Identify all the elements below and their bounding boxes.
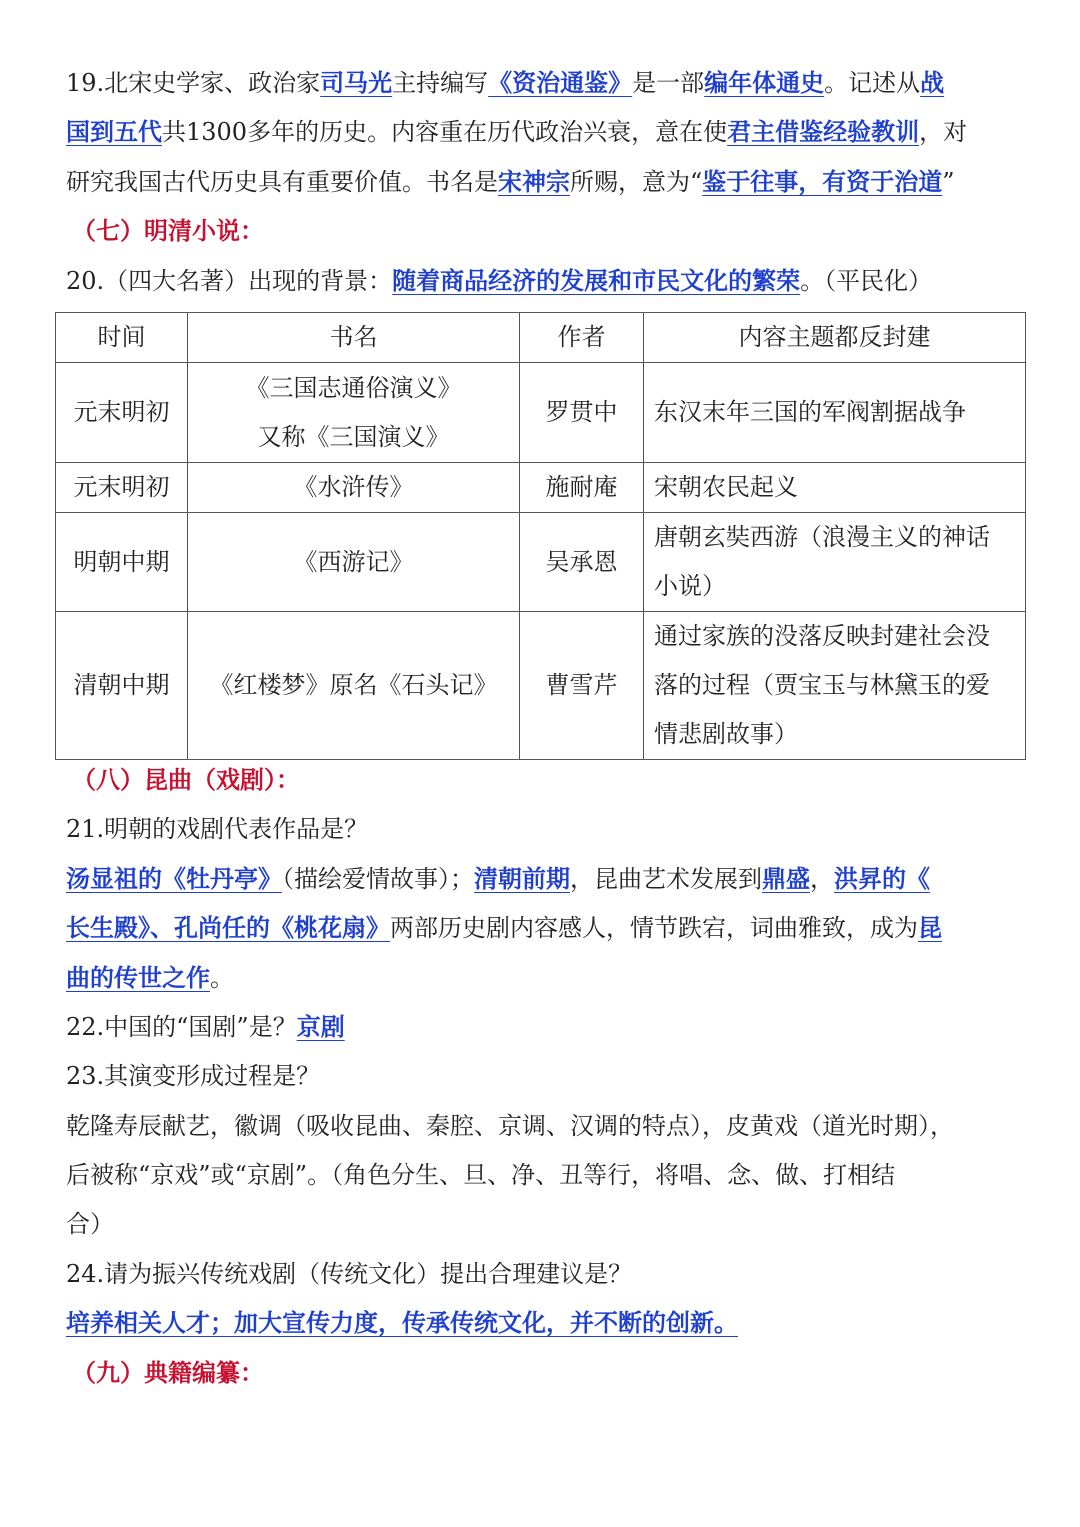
q19-text: 所赐，意为“ [570, 168, 703, 196]
book-alias: 又称《三国演义》 [257, 422, 450, 451]
q21-question: 21.明朝的戏剧代表作品是？ [66, 815, 369, 843]
table-row [56, 612, 1026, 760]
theme-line: 唐朝玄奘西游（浪漫主义的神话 [654, 523, 990, 551]
q19-text: 。记述从 [824, 69, 921, 97]
answer-zhanguo-part1: 战 [920, 68, 945, 97]
answer-dingsheng: 鼎盛 [762, 864, 810, 893]
cell-theme [644, 513, 1026, 612]
cell-author: 罗贯中 [520, 363, 644, 463]
q19-text: ，对 [919, 118, 968, 146]
theme-line: 通过家族的没落反映封建社会没 [654, 622, 990, 650]
answer-purpose: 君主借鉴经验教训 [727, 117, 920, 146]
q21-line-3 [66, 953, 1016, 1003]
q19-line-1 [66, 58, 1016, 108]
answer-jingju: 京剧 [296, 1012, 345, 1041]
cell-author: 吴承恩 [520, 513, 644, 612]
cell-theme: 东汉末年三国的军阀割据战争 [644, 363, 1026, 463]
q20-text: 。（平民化） [800, 267, 933, 295]
q23-answer-line: 合） [66, 1210, 114, 1238]
q21-text: 。 [210, 964, 234, 992]
header-theme: 内容主题都反封建 [644, 313, 1026, 363]
answer-song-shenzong: 宋神宗 [498, 167, 570, 196]
book-title: 《三国志通俗演义》 [245, 373, 462, 402]
q21-line-2 [66, 903, 1016, 953]
cell-time: 清朝中期 [56, 612, 188, 760]
table-row [56, 363, 1026, 463]
header-book: 书名 [188, 313, 520, 363]
header-author: 作者 [520, 313, 644, 363]
q23-answer-line: 乾隆寿辰献艺，徽调（吸收昆曲、秦腔、京调、汉调的特点），皮黄戏（道光时期）， [66, 1112, 954, 1140]
q19-text: 19.北宋史学家、政治家 [66, 69, 321, 97]
q20-text: 20.（四大名著）出现的背景： [66, 267, 393, 295]
q22-line [66, 1002, 1016, 1052]
q23-question: 23.其演变形成过程是？ [66, 1062, 321, 1090]
cell-book [188, 363, 520, 463]
q19-text: ” [942, 168, 955, 196]
cell-book: 《红楼梦》原名《石头记》 [188, 612, 520, 760]
q19-line-3 [66, 157, 1016, 207]
cell-time: 明朝中期 [56, 513, 188, 612]
q24-answer-line [66, 1298, 1016, 1348]
answer-zizhi-tongjian: 《资治通鉴》 [488, 68, 633, 97]
table-header-row [56, 313, 1026, 363]
q19-text: 共1300多年的历史。内容重在历代政治兴衰，意在使 [162, 118, 728, 146]
cell-author: 施耐庵 [520, 463, 644, 513]
q20-line [66, 256, 1016, 306]
answer-biannianti: 编年体通史 [704, 68, 825, 97]
header-time: 时间 [56, 313, 188, 363]
q19-line-2 [66, 107, 1016, 157]
cell-theme [644, 612, 1026, 760]
q19-text: 研究我国古代历史具有重要价值。书名是 [66, 168, 498, 196]
answer-hong-sheng-part2: 长生殿》、孔尚任的《桃花扇》 [66, 913, 390, 942]
answer-zhanguo-part2: 国到五代 [66, 117, 162, 146]
answer-early-qing: 清朝前期 [474, 864, 570, 893]
answer-suggestion: 培养相关人才；加大宣传力度，传承传统文化，并不断的创新。 [66, 1308, 738, 1337]
section-heading-9: （九）典籍编纂： [72, 1358, 264, 1387]
answer-kunqu-part2: 曲的传世之作 [66, 963, 210, 992]
theme-line: 小说） [654, 572, 726, 600]
q19-text: 是一部 [632, 69, 705, 97]
cell-book: 《西游记》 [188, 513, 520, 612]
four-classics-table [55, 312, 1026, 760]
answer-background: 随着商品经济的发展和市民文化的繁荣 [392, 266, 801, 295]
answer-title-meaning: 鉴于往事，有资于治道 [702, 167, 943, 196]
q21-text: 两部历史剧内容感人，情节跌宕，词曲雅致，成为 [390, 914, 918, 942]
table-row [56, 463, 1026, 513]
theme-line: 情悲剧故事） [654, 720, 798, 748]
q19-text: 主持编写 [392, 69, 489, 97]
cell-book: 《水浒传》 [188, 463, 520, 513]
q21-line-1 [66, 854, 1016, 904]
answer-hong-sheng-part1: 洪昇的《 [834, 864, 930, 893]
section-heading-7: （七）明清小说： [72, 216, 264, 245]
answer-mudan-ting: 汤显祖的《牡丹亭》 [66, 864, 282, 893]
q23-answer-line: 后被称“京戏”或“京剧”。（角色分生、旦、净、丑等行，将唱、念、做、打相结 [66, 1161, 896, 1189]
answer-sima-guang: 司马光 [320, 68, 393, 97]
theme-line: 落的过程（贾宝玉与林黛玉的爱 [654, 671, 990, 699]
cell-theme: 宋朝农民起义 [644, 463, 1026, 513]
cell-time: 元末明初 [56, 463, 188, 513]
q21-text: （描绘爱情故事）； [282, 865, 474, 893]
q21-text: ， [810, 865, 834, 893]
cell-time: 元末明初 [56, 363, 188, 463]
section-heading-8: （八）昆曲（戏剧）： [72, 765, 300, 794]
cell-author: 曹雪芹 [520, 612, 644, 760]
q22-text: 22.中国的“国剧”是？ [66, 1013, 297, 1041]
q21-text: ，昆曲艺术发展到 [570, 865, 762, 893]
table-row [56, 513, 1026, 612]
answer-kunqu-part1: 昆 [918, 913, 942, 942]
q24-question: 24.请为振兴传统戏剧（传统文化）提出合理建议是？ [66, 1260, 633, 1288]
